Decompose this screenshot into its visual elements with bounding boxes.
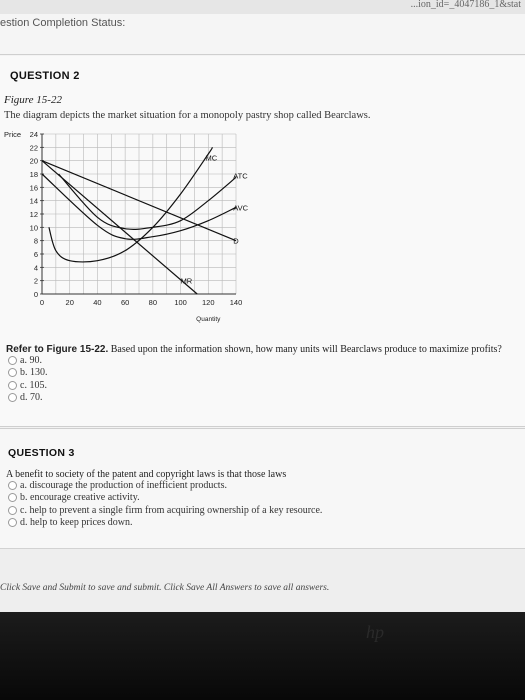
answer-option-b[interactable] <box>8 492 322 505</box>
option-label: b. 130. <box>20 367 48 379</box>
question-3-panel <box>0 428 525 549</box>
series-line-atc <box>59 174 236 229</box>
browser-url-strip <box>0 0 525 15</box>
completion-status-label: estion Completion Status: <box>0 17 126 29</box>
option-label: a. discourage the production of inefficient products. <box>20 479 227 491</box>
curve-label-avc: AVC <box>233 203 249 213</box>
x-tick-label: 40 <box>93 298 102 307</box>
question-3-options <box>8 479 322 529</box>
x-tick-label: 80 <box>148 298 158 307</box>
y-tick-label: 12 <box>29 210 38 219</box>
y-tick-label: 20 <box>29 156 38 166</box>
x-tick-label: 120 <box>202 298 215 307</box>
answer-option-a[interactable] <box>8 354 48 367</box>
monitor-bezel <box>0 612 525 700</box>
question-2-prompt-text: Based upon the information shown, how many units will Bearclaws produce to maximize profits? <box>108 344 502 355</box>
y-tick-label: 22 <box>29 143 38 153</box>
y-tick-label: 8 <box>33 236 38 246</box>
y-axis-label: Price <box>4 130 22 139</box>
question-2-panel <box>0 56 525 427</box>
y-tick-label: 14 <box>29 196 38 206</box>
answer-option-a[interactable] <box>8 479 322 492</box>
radio-button[interactable] <box>8 481 17 490</box>
x-tick-label: 100 <box>174 298 187 307</box>
answer-option-d[interactable] <box>8 517 322 530</box>
curve-label-mc: MC <box>205 153 218 163</box>
x-axis-label: Quantity <box>196 316 221 323</box>
answer-option-d[interactable] <box>8 392 48 405</box>
curve-label-d: D <box>233 236 239 246</box>
radio-button[interactable] <box>8 368 17 377</box>
question-2-prompt <box>6 344 521 355</box>
radio-button[interactable] <box>8 506 17 515</box>
completion-status-bar <box>0 14 525 55</box>
figure-caption: Figure 15-22 <box>4 94 62 106</box>
y-tick-label: 4 <box>33 263 38 273</box>
option-label: d. 70. <box>20 392 43 404</box>
x-tick-label: 60 <box>120 298 130 307</box>
y-tick-label: 24 <box>29 130 38 139</box>
y-tick-label: 16 <box>29 183 38 193</box>
question-3-prompt: A benefit to society of the patent and copyright laws is that those laws <box>6 469 287 480</box>
submit-instructions-band <box>0 548 525 613</box>
monopoly-cost-chart <box>0 128 250 328</box>
y-tick-label: 2 <box>33 276 38 286</box>
option-label: c. 105. <box>20 379 47 391</box>
option-label: d. help to keep prices down. <box>20 517 133 529</box>
y-tick-label: 10 <box>29 223 38 233</box>
x-tick-label: 20 <box>65 298 74 307</box>
option-label: c. help to prevent a single firm from acquiring ownership of a key resource. <box>20 504 323 516</box>
curve-label-atc: ATC <box>233 171 248 181</box>
y-tick-label: 18 <box>29 170 38 179</box>
answer-option-c[interactable] <box>8 504 322 517</box>
hp-logo: hp <box>366 622 384 642</box>
radio-button[interactable] <box>8 381 17 390</box>
answer-option-b[interactable] <box>8 367 48 380</box>
answer-option-c[interactable] <box>8 379 48 392</box>
y-tick-label: 6 <box>33 250 38 259</box>
option-label: b. encourage creative activity. <box>20 492 140 504</box>
y-tick-label: 0 <box>33 290 38 299</box>
figure-reference: Refer to Figure 15-22. <box>6 344 109 355</box>
submit-instructions: Click Save and Submit to save and submit. Click Save All Answers to save all answers. <box>0 583 330 593</box>
url-fragment: ...ion_id=_4047186_1&stat <box>410 0 521 10</box>
x-tick-label: 0 <box>39 298 45 307</box>
x-tick-label: 140 <box>229 298 243 307</box>
radio-button[interactable] <box>8 356 17 365</box>
question-2-options <box>8 354 48 404</box>
radio-button[interactable] <box>8 493 17 502</box>
curve-label-mr: MR <box>180 276 193 286</box>
question-3-title: QUESTION 3 <box>8 447 75 459</box>
figure-description: The diagram depicts the market situation for a monopoly pastry shop called Bearclaws. <box>4 110 371 121</box>
radio-button[interactable] <box>8 518 17 527</box>
option-label: a. 90. <box>20 354 42 366</box>
question-2-title: QUESTION 2 <box>10 70 80 82</box>
radio-button[interactable] <box>8 393 17 402</box>
